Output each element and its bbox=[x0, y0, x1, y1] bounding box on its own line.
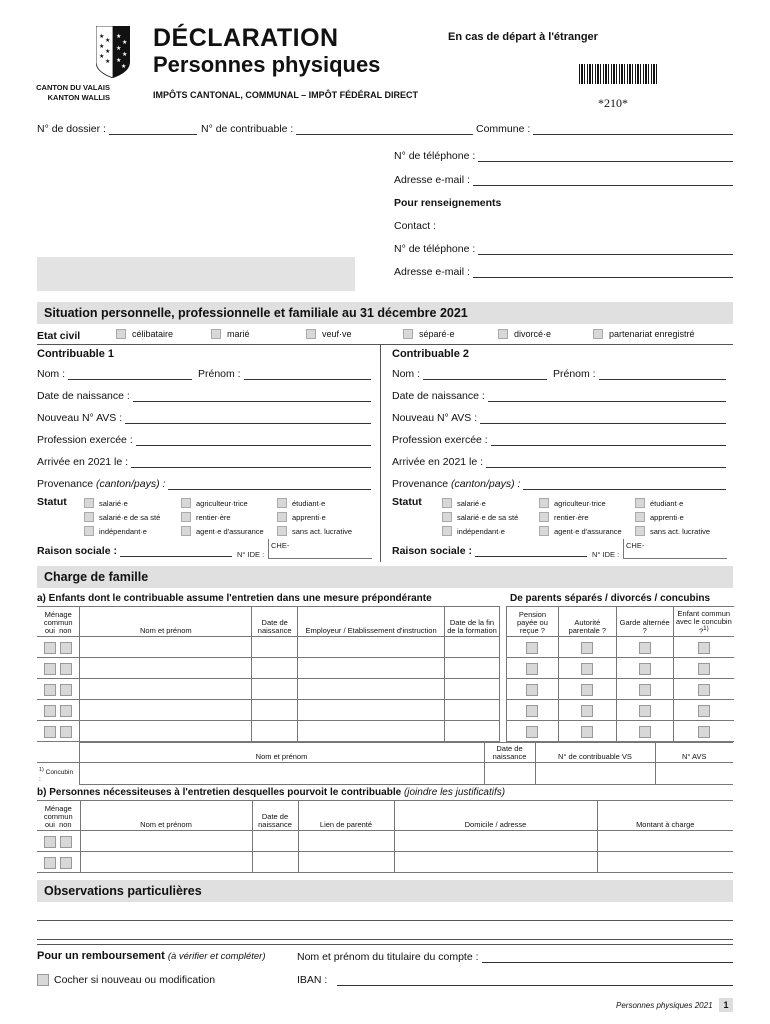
b-menage-header: Ménage commun oui non bbox=[37, 801, 80, 831]
coat-of-arms-icon bbox=[96, 26, 130, 78]
departure-note: En cas de départ à l'étranger bbox=[448, 31, 598, 43]
necessiteuses-table bbox=[37, 800, 733, 873]
svg-text:★: ★ bbox=[105, 59, 111, 65]
domicile-header: Domicile / adresse bbox=[394, 801, 597, 831]
enfants-header-row bbox=[37, 607, 500, 637]
concubin-nom-header: Nom et prénom bbox=[79, 743, 484, 763]
concubin-date-header: Date de naissance bbox=[484, 743, 535, 763]
b-naissance-header: Date de naissance bbox=[252, 801, 298, 831]
situation-heading: Situation personnelle, professionnelle et familiale au 31 décembre 2021 bbox=[37, 302, 733, 324]
c1-naissance-field[interactable]: Date de naissance : bbox=[37, 390, 371, 402]
c2-ide-field[interactable]: CHE- bbox=[623, 539, 727, 559]
contribuable2-block bbox=[392, 348, 727, 563]
svg-text:★: ★ bbox=[122, 40, 128, 46]
table-row bbox=[507, 679, 735, 700]
observations-line-2[interactable] bbox=[37, 939, 733, 940]
form-subtitle: Personnes physiques bbox=[153, 52, 381, 77]
nouveau-checkbox[interactable]: Cocher si nouveau ou modification bbox=[37, 974, 215, 986]
concubin-row bbox=[37, 763, 733, 785]
enfant-commun-header: Enfant commun avec le concubin ?$^{1)}$ bbox=[673, 607, 734, 637]
c1-ide-field[interactable]: CHE- bbox=[268, 539, 372, 559]
c1-statut-apprenti[interactable]: apprenti·e bbox=[277, 512, 377, 522]
table-row bbox=[507, 700, 735, 721]
svg-text:★: ★ bbox=[116, 58, 122, 64]
option-divorce[interactable]: divorcé·e bbox=[498, 329, 551, 339]
c2-statut-agent[interactable]: agent·e d'assurance bbox=[539, 526, 635, 536]
famille-heading: Charge de famille bbox=[37, 566, 733, 588]
b-nom-header: Nom et prénom bbox=[80, 801, 252, 831]
table-row bbox=[507, 721, 735, 742]
commune-field[interactable]: Commune : bbox=[476, 123, 733, 135]
footer-text: Personnes physiques 2021 bbox=[616, 1001, 713, 1010]
option-marie[interactable]: marié bbox=[211, 329, 250, 339]
table-row bbox=[507, 637, 735, 658]
c1-raison-field[interactable]: Raison sociale : bbox=[37, 545, 232, 557]
svg-text:★: ★ bbox=[116, 46, 122, 52]
c1-avs-field[interactable]: Nouveau N° AVS : bbox=[37, 412, 371, 424]
c2-provenance-field[interactable]: Provenance (canton/pays) : bbox=[392, 478, 726, 490]
table-row bbox=[37, 637, 500, 658]
svg-text:★: ★ bbox=[116, 34, 122, 40]
barcode-text: *210* bbox=[598, 96, 628, 110]
table-row bbox=[37, 700, 500, 721]
renseignements-heading: Pour renseignements bbox=[394, 197, 502, 209]
garde-header: Garde alternée ? bbox=[616, 607, 673, 637]
svg-text:★: ★ bbox=[105, 49, 111, 55]
titulaire-field[interactable]: Nom et prénom du titulaire du compte : bbox=[297, 951, 733, 963]
taxes-line: IMPÔTS CANTONAL, COMMUNAL – IMPÔT FÉDÉRAL DIRECT bbox=[153, 90, 419, 100]
c1-statut-agent[interactable]: agent·e d'assurance bbox=[181, 526, 277, 536]
svg-text:★: ★ bbox=[105, 38, 111, 44]
page-number: 1 bbox=[719, 998, 733, 1012]
c1-statut-label: Statut bbox=[37, 496, 67, 508]
c1-profession-field[interactable]: Profession exercée : bbox=[37, 434, 371, 446]
c1-provenance-field[interactable]: Provenance (canton/pays) : bbox=[37, 478, 371, 490]
concubin-header-row bbox=[37, 743, 733, 763]
c2-statut-label: Statut bbox=[392, 496, 422, 508]
c2-profession-field[interactable]: Profession exercée : bbox=[392, 434, 726, 446]
c2-statut-rentier[interactable]: rentier·ère bbox=[539, 512, 635, 522]
c2-ide-label: N° IDE : bbox=[592, 550, 620, 559]
c2-statut-apprenti[interactable]: apprenti·e bbox=[635, 512, 735, 522]
parents-heading: De parents séparés / divorcés / concubins bbox=[510, 593, 711, 604]
c2-avs-field[interactable]: Nouveau N° AVS : bbox=[392, 412, 726, 424]
svg-text:★: ★ bbox=[122, 52, 128, 58]
barcode bbox=[579, 64, 659, 84]
c1-ide-label: N° IDE : bbox=[237, 550, 265, 559]
table-row bbox=[37, 721, 500, 742]
c2-naissance-field[interactable]: Date de naissance : bbox=[392, 390, 726, 402]
c1-prenom-field[interactable]: Prénom : bbox=[198, 368, 371, 380]
c1-arrivee-field[interactable]: Arrivée en 2021 le : bbox=[37, 456, 371, 468]
contact-field[interactable]: Contact : bbox=[394, 220, 437, 232]
column-divider bbox=[380, 344, 381, 562]
c1-statut-salarie[interactable]: salarié·e bbox=[84, 498, 181, 508]
c2-statut-options bbox=[442, 498, 735, 536]
c2-prenom-field[interactable]: Prénom : bbox=[553, 368, 726, 380]
contribuable1-block bbox=[37, 348, 372, 563]
parents-table bbox=[506, 606, 734, 742]
address-box bbox=[37, 257, 355, 291]
naissance-header: Date de naissance bbox=[252, 607, 298, 637]
c1-statut-independant[interactable]: indépendant·e bbox=[84, 526, 181, 536]
table-row bbox=[37, 852, 733, 873]
observations-heading: Observations particulières bbox=[37, 880, 733, 902]
c1-statut-rentier[interactable]: rentier·ère bbox=[181, 512, 277, 522]
telephone2-field[interactable]: N° de téléphone : bbox=[394, 243, 733, 255]
contribuable1-heading: Contribuable 1 bbox=[37, 348, 115, 360]
table-row bbox=[37, 831, 733, 852]
date-fin-header: Date de la fin de la formation bbox=[445, 607, 500, 637]
telephone-field[interactable]: N° de téléphone : bbox=[394, 150, 733, 162]
c2-statut-independant[interactable]: indépendant·e bbox=[442, 526, 539, 536]
c1-nom-field[interactable]: Nom : bbox=[37, 368, 192, 380]
svg-text:★: ★ bbox=[99, 34, 105, 40]
email-field[interactable]: Adresse e-mail : bbox=[394, 174, 733, 186]
email2-field[interactable]: Adresse e-mail : bbox=[394, 266, 733, 278]
employeur-header: Employeur / Etablissement d'instruction bbox=[298, 607, 445, 637]
parents-header-row bbox=[507, 607, 735, 637]
concubin-avs-header: N° AVS bbox=[655, 743, 733, 763]
c2-statut-agriculteur[interactable]: agriculteur·trice bbox=[539, 498, 635, 508]
form-title: DÉCLARATION bbox=[153, 24, 339, 52]
pension-header: Pension payée ou reçue ? bbox=[507, 607, 559, 637]
c2-nom-field[interactable]: Nom : bbox=[392, 368, 547, 380]
table-row bbox=[507, 658, 735, 679]
c2-raison-field[interactable]: Raison sociale : bbox=[392, 545, 587, 557]
concubin-contrib-header: N° de contribuable VS bbox=[535, 743, 655, 763]
montant-header: Montant à charge bbox=[597, 801, 733, 831]
c2-statut-salarie[interactable]: salarié·e bbox=[442, 498, 539, 508]
contribuable-field[interactable]: N° de contribuable : bbox=[201, 123, 473, 135]
option-separe[interactable]: séparé·e bbox=[403, 329, 455, 339]
option-veuf[interactable]: veuf·ve bbox=[306, 329, 352, 339]
dossier-field[interactable]: N° de dossier : bbox=[37, 123, 197, 135]
option-partenariat[interactable]: partenariat enregistré bbox=[593, 329, 695, 339]
table-row bbox=[37, 658, 500, 679]
c2-statut-etudiant[interactable]: étudiant·e bbox=[635, 498, 735, 508]
table-row bbox=[37, 679, 500, 700]
c1-statut-agriculteur[interactable]: agriculteur·trice bbox=[181, 498, 277, 508]
iban-field[interactable]: IBAN : bbox=[297, 974, 733, 986]
c1-statut-etudiant[interactable]: étudiant·e bbox=[277, 498, 377, 508]
svg-text:★: ★ bbox=[99, 54, 105, 60]
c1-statut-options bbox=[84, 498, 377, 536]
option-celibataire[interactable]: célibataire bbox=[116, 329, 173, 339]
necessiteuses-heading: b) Personnes nécessiteuses à l'entretien desquelles pourvoit le contribuable (joindre les justificatifs) bbox=[37, 787, 506, 798]
c1-statut-sans-act[interactable]: sans act. lucrative bbox=[277, 526, 377, 536]
nom-header: Nom et prénom bbox=[80, 607, 252, 637]
necessiteuses-header-row bbox=[37, 801, 733, 831]
c2-statut-salarie-ste[interactable]: salarié·e de sa sté bbox=[442, 512, 539, 522]
c1-statut-salarie-ste[interactable]: salarié·e de sa sté bbox=[84, 512, 181, 522]
observations-line-1[interactable] bbox=[37, 920, 733, 921]
concubin-label: $^{1)}$ Concubin : bbox=[37, 763, 79, 785]
svg-text:★: ★ bbox=[121, 64, 127, 70]
remboursement-heading: Pour un remboursement (à vérifier et compléter) bbox=[37, 950, 266, 962]
canton-logo bbox=[96, 26, 130, 78]
divider bbox=[37, 944, 733, 945]
contribuable2-heading: Contribuable 2 bbox=[392, 348, 470, 360]
divider bbox=[37, 344, 733, 345]
enfants-heading: a) Enfants dont le contribuable assume l'entretien dans une mesure prépondérante bbox=[37, 593, 432, 604]
etat-civil-label: Etat civil bbox=[37, 330, 81, 342]
c2-arrivee-field[interactable]: Arrivée en 2021 le : bbox=[392, 456, 726, 468]
etat-civil-options bbox=[0, 329, 770, 343]
enfants-table bbox=[37, 606, 500, 742]
lien-header: Lien de parenté bbox=[298, 801, 394, 831]
svg-text:★: ★ bbox=[99, 44, 105, 50]
canton-name: CANTON DU VALAIS KANTON WALLIS bbox=[36, 83, 110, 102]
menage-header: Ménage commun oui non bbox=[37, 607, 80, 637]
c2-statut-sans-act[interactable]: sans act. lucrative bbox=[635, 526, 735, 536]
autorite-header: Autorité parentale ? bbox=[558, 607, 616, 637]
concubin-table bbox=[37, 742, 733, 785]
